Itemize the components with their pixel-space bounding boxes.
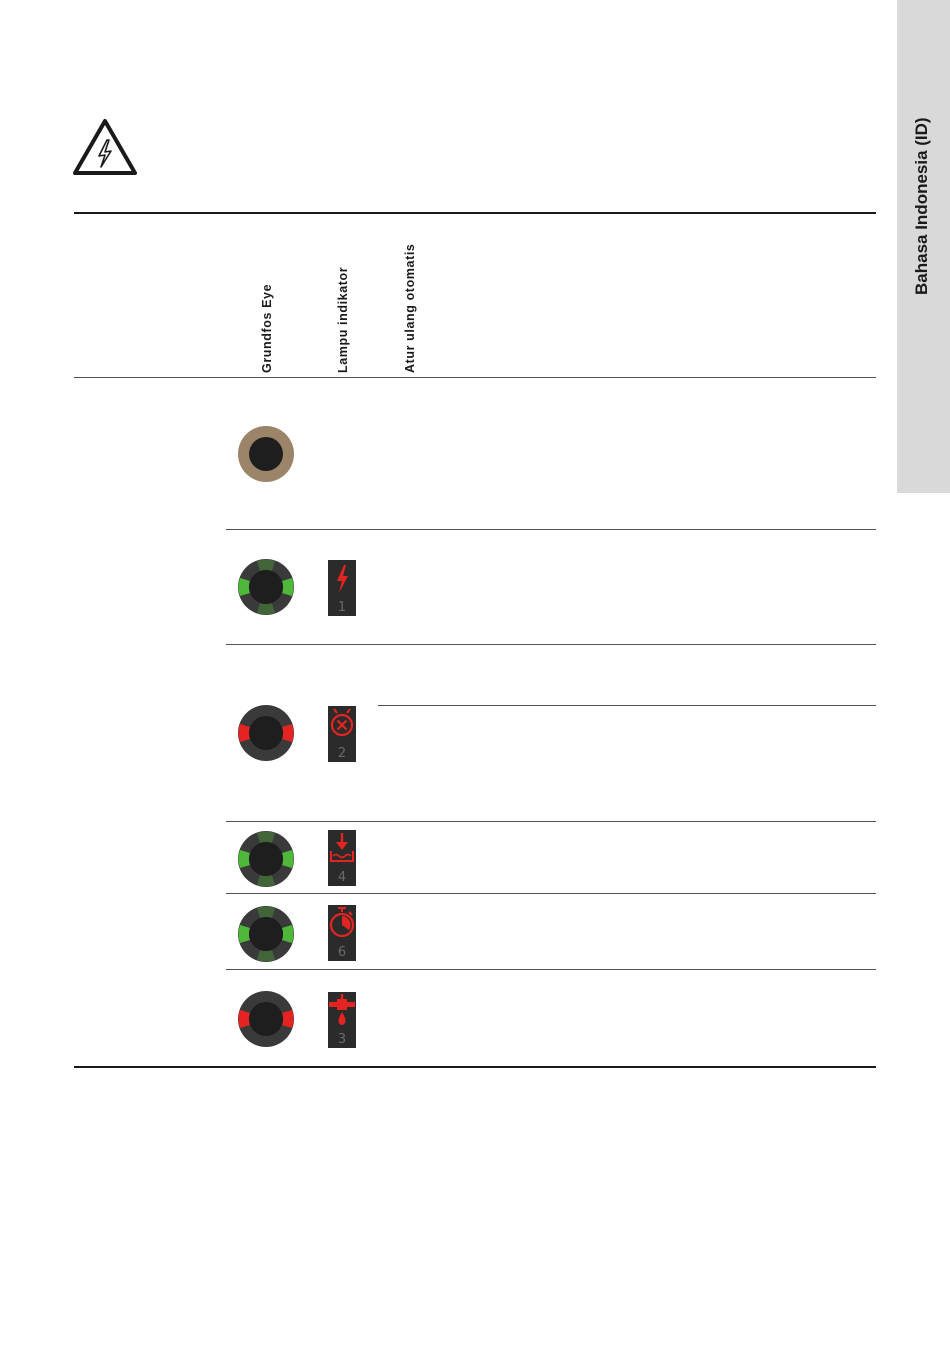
row-divider xyxy=(226,893,876,894)
grundfos-eye-green-icon xyxy=(237,830,295,888)
indicator-lamp-timer-icon xyxy=(328,905,356,961)
lamp-number: 3 xyxy=(337,1032,347,1047)
row-divider xyxy=(226,644,876,645)
header-rule xyxy=(74,377,876,378)
column-header-auto-reset: Atur ulang otomatis xyxy=(403,243,417,373)
row-divider xyxy=(378,705,876,706)
grundfos-eye-green-icon xyxy=(237,558,295,616)
grundfos-eye-red-icon xyxy=(237,704,295,762)
grundfos-eye-red-icon xyxy=(237,990,295,1048)
column-header-grundfos-eye: Grundfos Eye xyxy=(260,283,274,373)
indicator-lamp-leakage-icon xyxy=(328,992,356,1048)
lamp-number: 6 xyxy=(337,945,347,960)
lamp-number: 2 xyxy=(337,746,347,761)
table-top-rule xyxy=(74,212,876,214)
language-label: Bahasa Indonesia (ID) xyxy=(912,117,931,295)
indicator-lamp-motor-fault-icon xyxy=(328,706,356,762)
row-divider xyxy=(226,529,876,530)
lamp-number: 1 xyxy=(337,600,347,615)
row-divider xyxy=(226,969,876,970)
row-divider xyxy=(226,821,876,822)
table-bottom-rule xyxy=(74,1066,876,1068)
electrical-warning-icon xyxy=(72,118,138,176)
column-header-indicator-lamp: Lampu indikator xyxy=(336,266,350,373)
grundfos-eye-green-icon xyxy=(237,905,295,963)
indicator-lamp-dry-running-icon xyxy=(328,830,356,886)
grundfos-eye-brown-icon xyxy=(237,425,295,483)
lamp-number: 4 xyxy=(337,870,347,885)
indicator-lamp-lightning-icon xyxy=(328,560,356,616)
